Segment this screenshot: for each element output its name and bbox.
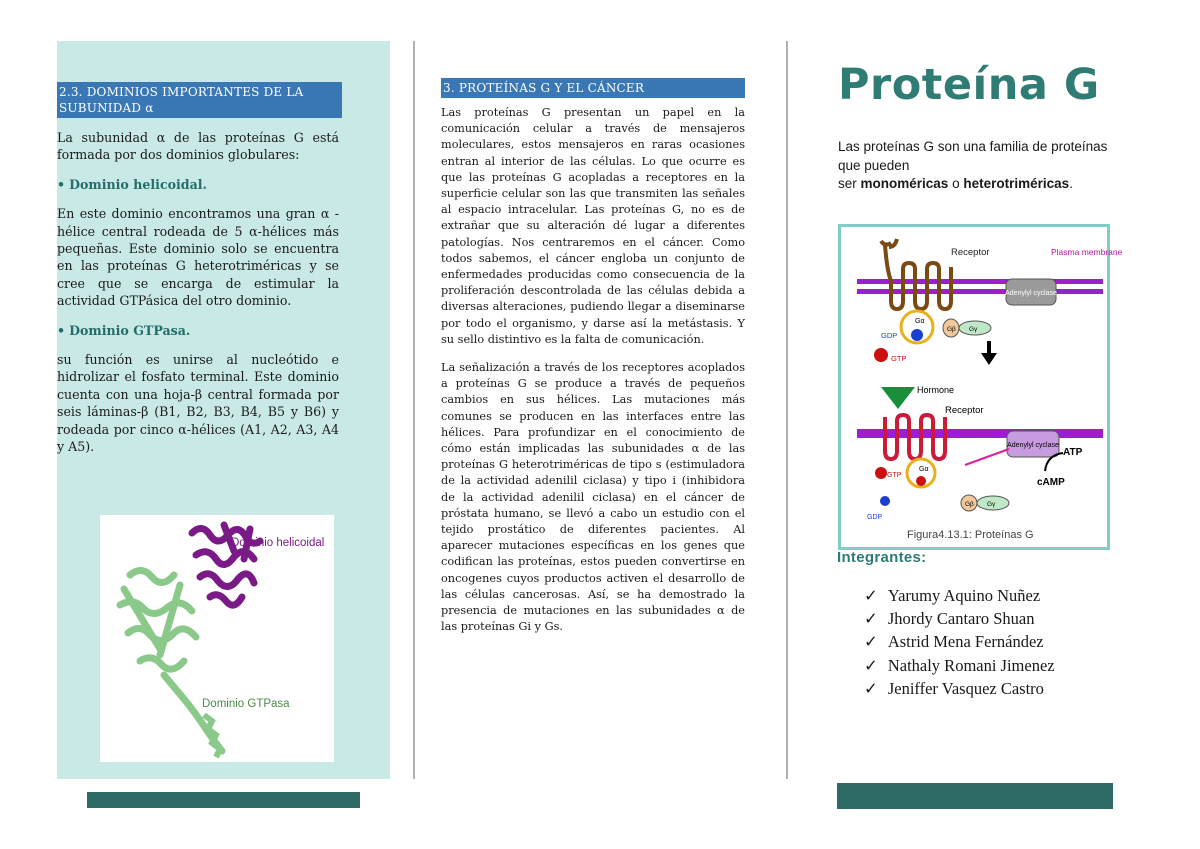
g-beta-label-lower: Gβ	[965, 501, 974, 508]
intro-bold-heterotrimericas: heterotriméricas	[963, 176, 1070, 192]
figure-caption: Figura4.13.1: Proteínas G	[907, 529, 1034, 541]
left-panel	[57, 41, 390, 779]
right-footer-bar	[837, 783, 1113, 809]
receptor-upper-tail	[881, 239, 897, 247]
label-dominio-gtpasa: Dominio GTPasa	[202, 698, 290, 710]
cancer-paragraph-1: Las proteínas G presentan un papel en la comunicación celular a través de mensajeros moleculares, estos mensajeros en raras ocasiones entran al interior de las células. Lo que ocurre es que las proteínas G acopladas a receptores en la superficie celular son las que transmiten las señales al espacio intracelular. Las proteínas G, no es de extrañar que su alteración dé lugar a diferentes patologías. Nos centraremos en el cáncer. Como todos sabemos, el cáncer engloba un conjunto de enfermedades producidas como consecuencia de la proliferación descontrolada de las células debida a diversas alteraciones, pudiendo llegar a diseminarse por todo el organismo, y darse así la metástasis. Y su sello distintivo es la falta de comunicación.	[441, 106, 745, 346]
member-name: Nathaly Romani Jimenez	[887, 655, 1055, 675]
bullet-gtpasa	[57, 322, 339, 339]
label-gdp: GDP	[881, 331, 898, 340]
left-text-body	[57, 129, 339, 468]
check-icon: ✓	[864, 632, 878, 652]
label-gdp-lower: GDP	[867, 514, 883, 521]
intro-text	[838, 138, 1118, 194]
check-icon: ✓	[864, 678, 878, 698]
section-heading-cancer: 3. PROTEÍNAS G Y EL CÁNCER	[441, 78, 745, 98]
check-icon: ✓	[864, 655, 878, 675]
label-camp: cAMP	[1037, 477, 1065, 488]
hormone-triangle	[881, 387, 915, 409]
gtp-dot-upper	[874, 348, 888, 362]
helicoidal-text: En este dominio encontramos una gran α -hélice central rodeada de 5 α-hélices más pequeñas. Este dominio solo se encuentra en las proteínas G heterotriméricas y se cree que se encarga de estimular la actividad GTPásica del otro dominio.	[57, 206, 339, 309]
gtpasa-text: su función es unirse al nucleótido e hidrolizar el fosfato terminal. Este dominio cuenta con una hoja-β central formada por seis láminas-β (B1, B2, B3, B4, B5 y B6) y rodeada por cinco α-hélices (A1, A2, A3, A4 y A5).	[57, 352, 339, 455]
check-icon: ✓	[864, 609, 878, 629]
g-alpha-label-upper: Gα	[915, 318, 925, 325]
bullet-gtpasa-title: Dominio GTPasa.	[69, 322, 191, 338]
label-receptor-lower: Receptor	[945, 405, 984, 416]
bullet-helicoidal	[57, 176, 339, 193]
member-item	[864, 677, 1055, 700]
membrane-upper-line2	[857, 289, 1103, 294]
section-heading-line2: SUBUNIDAD α	[59, 101, 154, 115]
gdp-dot-lower	[880, 496, 890, 506]
divider-left	[413, 41, 415, 779]
member-item	[864, 607, 1055, 630]
member-item	[864, 630, 1055, 653]
member-item	[864, 654, 1055, 677]
membrane-upper-line1	[857, 279, 1103, 284]
intro-bold-monomericas: monoméricas	[860, 176, 949, 192]
bullet-helicoidal-title: Dominio helicoidal.	[69, 176, 207, 192]
member-name: Jeniffer Vasquez Castro	[887, 678, 1044, 698]
g-gamma-label-upper: Gγ	[969, 326, 978, 333]
section-heading-line1: 2.3. DOMINIOS IMPORTANTES DE LA	[59, 85, 304, 99]
members-list	[864, 584, 1055, 700]
bullet-dot: •	[57, 322, 66, 338]
middle-text-body	[441, 105, 745, 648]
intro-end: .	[1069, 176, 1073, 192]
label-plasma-membrane: Plasma membrane	[1051, 247, 1123, 257]
label-receptor: Receptor	[951, 247, 990, 258]
g-beta-label-upper: Gβ	[947, 326, 956, 333]
member-name: Jhordy Cantaro Shuan	[887, 609, 1035, 629]
member-name: Yarumy Aquino Nuñez	[887, 586, 1041, 605]
intro-part3: o	[952, 176, 960, 192]
gtp-dot-lower	[916, 476, 926, 486]
bullet-dot: •	[57, 176, 66, 192]
section-heading-dominios	[57, 82, 342, 118]
g-alpha-label-lower: Gα	[919, 466, 929, 473]
label-hormone: Hormone	[917, 385, 955, 395]
label-gtp: GTP	[891, 354, 907, 363]
gtp-dot-left	[875, 467, 887, 479]
member-name: Astrid Mena Fernández	[887, 632, 1044, 652]
left-footer-bar	[87, 792, 360, 808]
divider-right	[786, 41, 788, 779]
member-item	[864, 584, 1055, 607]
g-protein-figure	[838, 224, 1123, 550]
label-atp: ATP	[1063, 447, 1083, 458]
subunit-intro: La subunidad α de las proteínas G está formada por dos dominios globulares:	[57, 130, 339, 163]
label-gtp-lower: GTP	[887, 472, 902, 479]
transition-arrow-head	[981, 353, 997, 365]
g-gamma-label-lower: Gγ	[987, 501, 996, 508]
gdp-dot-upper	[911, 329, 923, 341]
page-title: Proteína G	[838, 60, 1100, 110]
membrane-lower	[857, 429, 1103, 438]
receptor-upper-shape	[885, 245, 951, 309]
protein-structure-image	[100, 515, 334, 762]
label-adenylyl-lower: Adenylyl cyclase	[1007, 442, 1059, 449]
activation-arrow	[965, 449, 1009, 465]
label-adenylyl-upper: Adenylyl cyclase	[1005, 290, 1057, 297]
label-dominio-helicoidal: Dominio helicoidal	[231, 537, 325, 549]
check-icon: ✓	[864, 586, 878, 605]
cancer-paragraph-2: La señalización a través de los receptores acoplados a proteínas G se produce a través de pequeños cambios en sus hélices. Las mutaciones más comunes se producen en las interfaces entre las hélices. Para profundizar en el conocimiento de cómo están implicadas las subunidades α de las proteínas G heterotriméricas de tipo s (estimuladora de la actividad adenilil ciclasa) y tipo i (inhibidora de la actividad adenilil ciclasa) en el cáncer de próstata humano, se llevó a cabo un estudio con el tejido prostático de diferentes pacientes. Al aparecer mutaciones específicas en los genes que codifican las proteínas, estos pueden convertirse en oncogenes cuyos productos activen el desarrollo de las células cancerosas. Así, se ha demostrado la presencia de mutaciones en las subunidades α de las proteínas Gi y Gs.	[441, 361, 745, 634]
members-title: Integrantes:	[837, 549, 927, 566]
intro-part1: Las proteínas G son una familia de proteínas que pueden	[838, 139, 1108, 173]
intro-part2: ser	[838, 176, 857, 192]
